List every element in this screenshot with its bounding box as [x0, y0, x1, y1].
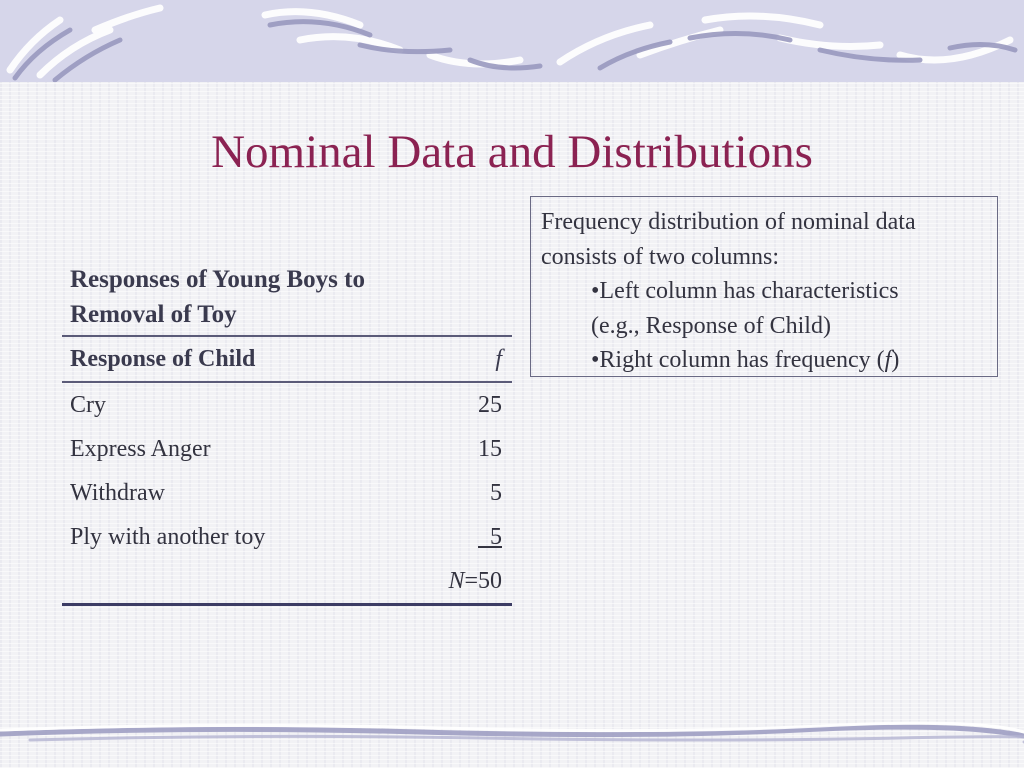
- explanation-box: [530, 196, 998, 377]
- swoosh-pattern-top: [0, 0, 1024, 82]
- top-decorative-band: [0, 0, 1024, 82]
- info-bullet-left-column: •Left column has characteristics: [591, 278, 899, 304]
- row-response: Cry: [70, 392, 106, 418]
- table-row: [62, 383, 512, 427]
- table-caption: [62, 262, 512, 335]
- row-frequency: 25: [478, 392, 502, 418]
- table-row: [62, 471, 512, 515]
- row-response: Ply with another toy: [70, 524, 266, 550]
- slide-title: Nominal Data and Distributions: [211, 126, 813, 178]
- row-response: Express Anger: [70, 436, 211, 462]
- swoosh-pattern-bottom: [0, 718, 1024, 748]
- row-frequency: 5: [490, 480, 502, 506]
- table-bottom-rule: [62, 603, 512, 606]
- table-caption-line1: Responses of Young Boys to: [70, 266, 365, 293]
- total-symbol: N: [448, 568, 465, 594]
- table-total-row: [62, 559, 512, 603]
- row-response: Withdraw: [70, 480, 166, 506]
- table-caption-line2: Removal of Toy: [70, 301, 237, 328]
- row-frequency: 5: [490, 524, 502, 550]
- info-bullet-right-column: •Right column has frequency (f): [591, 347, 900, 373]
- info-line2: consists of two columns:: [541, 243, 779, 270]
- total-value: [448, 559, 502, 603]
- info-line1: Frequency distribution of nominal data: [541, 209, 916, 235]
- row-frequency: 15: [478, 436, 502, 462]
- header-response: Response of Child: [70, 346, 256, 372]
- header-frequency: f: [495, 346, 502, 372]
- table-row: [62, 515, 512, 559]
- frequency-table: [62, 262, 512, 606]
- table-header-row: [62, 337, 512, 381]
- table-row: [62, 427, 512, 471]
- info-bullet-left-column-example: (e.g., Response of Child): [591, 312, 831, 339]
- bottom-decorative-band: [0, 718, 1024, 748]
- info-f-symbol: f: [884, 347, 892, 373]
- total-equals-value: =50: [464, 568, 502, 594]
